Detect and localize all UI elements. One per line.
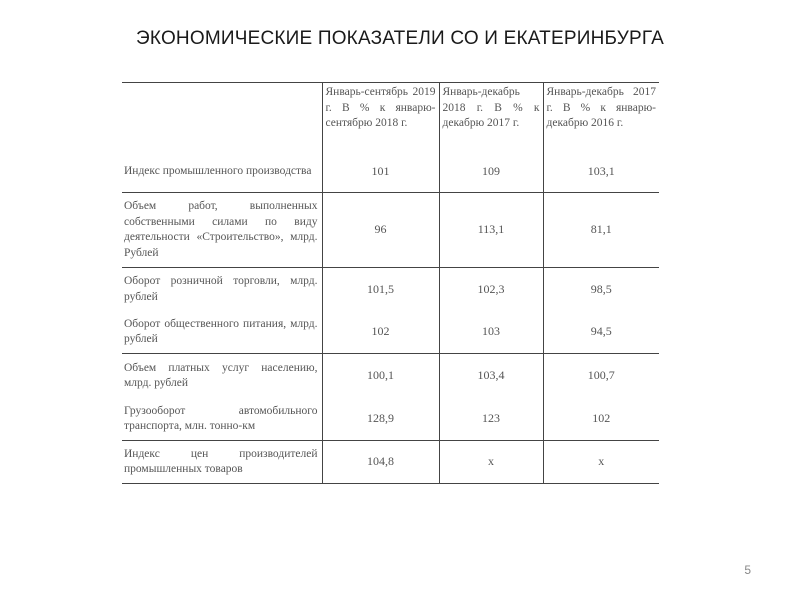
row-label: Оборот розничной торговли, млрд. рублей <box>122 268 322 312</box>
cell-2018: 102,3 <box>439 268 543 312</box>
header-indicator <box>122 83 322 151</box>
indicators-table-wrap <box>122 83 659 484</box>
cell-2017: 81,1 <box>543 193 659 268</box>
table-row <box>122 151 659 193</box>
cell-2017: 98,5 <box>543 268 659 312</box>
cell-2019: 101,5 <box>322 268 439 312</box>
cell-2018: х <box>439 441 543 484</box>
cell-2018: 113,1 <box>439 193 543 268</box>
page-number: 5 <box>744 563 751 577</box>
cell-2019: 104,8 <box>322 441 439 484</box>
header-jan-dec-2017: Январь-декабрь 2017 г. В % к январю-декабрю 2016 г. <box>543 83 659 151</box>
cell-2017: 94,5 <box>543 311 659 354</box>
cell-2019: 128,9 <box>322 398 439 441</box>
table-header-row <box>122 83 659 151</box>
cell-2017: х <box>543 441 659 484</box>
cell-2019: 102 <box>322 311 439 354</box>
cell-2018: 103 <box>439 311 543 354</box>
cell-2018: 109 <box>439 151 543 193</box>
row-label: Оборот общественного питания, млрд. рублей <box>124 317 318 345</box>
header-jan-dec-2018: Январь-декабрь 2018 г. В % к декабрю 2017 г. <box>439 83 543 151</box>
row-label: Индекс промышленного производства <box>124 164 312 177</box>
cell-2019: 101 <box>322 151 439 193</box>
row-label: Объем платных услуг населению, млрд. рублей <box>122 354 322 399</box>
table-row <box>122 193 659 268</box>
slide-title: ЭКОНОМИЧЕСКИЕ ПОКАЗАТЕЛИ СО И ЕКАТЕРИНБУРГА <box>136 28 664 49</box>
economic-indicators-table <box>122 83 659 484</box>
header-jan-sep-2019: Январь-сентябрь 2019 г. В % к январю-сентябрю 2018 г. <box>322 83 439 151</box>
cell-2017: 100,7 <box>543 354 659 399</box>
cell-2018: 103,4 <box>439 354 543 399</box>
row-label: Индекс цен производителей промышленных товаров <box>122 441 322 484</box>
table-row <box>122 268 659 312</box>
table-row <box>122 354 659 399</box>
row-label: Объем работ, выполненных собственными силами по виду деятельности «Строительство», млрд. Рублей <box>122 193 322 268</box>
cell-2017: 103,1 <box>543 151 659 193</box>
cell-2019: 96 <box>322 193 439 268</box>
table-row <box>122 311 659 354</box>
cell-2017: 102 <box>543 398 659 441</box>
cell-2019: 100,1 <box>322 354 439 399</box>
table-row <box>122 398 659 441</box>
table-row <box>122 441 659 484</box>
cell-2018: 123 <box>439 398 543 441</box>
row-label: Грузооборот автомобильного транспорта, млн. тонно-км <box>124 404 318 432</box>
